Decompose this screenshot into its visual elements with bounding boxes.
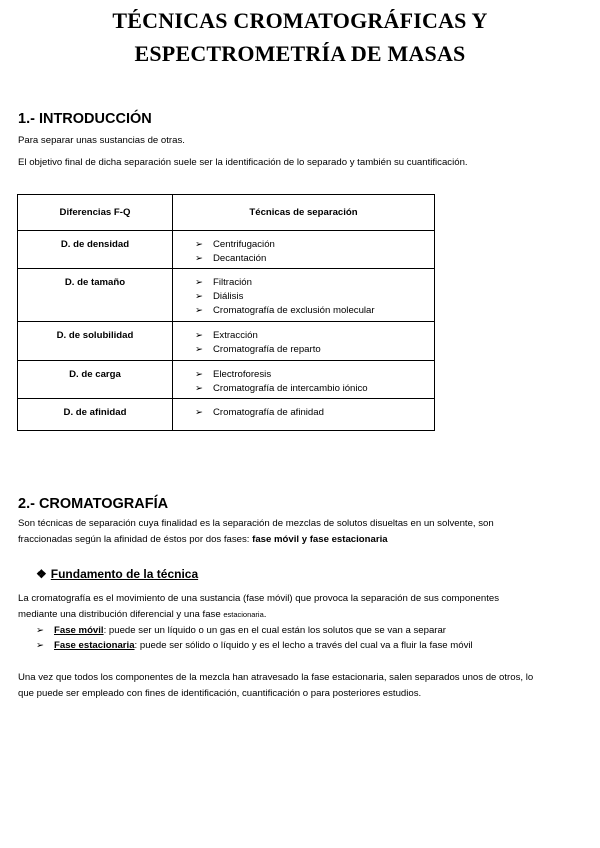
table-cell-techs (173, 361, 435, 399)
arrow-bullet-icon: ➢ (36, 640, 45, 651)
list-item: ➢ Cromatografía de afinidad (195, 407, 324, 418)
document-title-line-1: TÉCNICAS CROMATOGRÁFICAS Y (112, 8, 488, 33)
arrow-bullet-icon: ➢ (195, 369, 204, 380)
fundamento-paragraph-line-1: La cromatografía es el movimiento de una sustancia (fase móvil) que provoca la separación de sus componentes (18, 593, 500, 604)
conclusion-paragraph-line-2: que puede ser empleado con fines de identificación, cuantificación o para posteriores estudios. (18, 688, 422, 699)
diamond-bullet-icon: ❖ (36, 567, 47, 581)
intro-paragraph-1: Para separar unas sustancias de otras. (18, 135, 185, 146)
list-item: ➢ Decantación (195, 253, 267, 264)
conclusion-paragraph-line-1: Una vez que todos los componentes de la mezcla han atravesado la fase estacionaria, salen separados unos de otros, lo (18, 672, 534, 683)
table-cell-diff: D. de afinidad (18, 399, 173, 431)
arrow-bullet-icon: ➢ (36, 625, 45, 636)
list-item: ➢ Centrifugación (195, 239, 275, 250)
arrow-bullet-icon: ➢ (195, 330, 204, 341)
document-title-line-2: ESPECTROMETRÍA DE MASAS (134, 41, 466, 66)
arrow-bullet-icon: ➢ (195, 344, 204, 355)
table-cell-techs (173, 269, 435, 322)
table-row (18, 399, 435, 431)
list-item: ➢ Diálisis (195, 291, 244, 302)
table-header-row (18, 195, 435, 231)
table-cell-diff: D. de tamaño (18, 269, 173, 322)
arrow-bullet-icon: ➢ (195, 253, 204, 264)
intro-paragraph-2: El objetivo final de dicha separación suele ser la identificación de lo separado y también su cuantificación. (18, 157, 468, 168)
list-item: ➢ Cromatografía de reparto (195, 344, 321, 355)
table-row (18, 231, 435, 269)
chromatography-paragraph-line-1: Son técnicas de separación cuya finalidad es la separación de mezclas de solutos disueltas en un solvente, son (18, 518, 494, 529)
table-row (18, 361, 435, 399)
chromatography-heading: 2.- CROMATOGRAFÍA (18, 496, 169, 512)
table-cell-techs (173, 231, 435, 269)
list-item: ➢ Filtración (195, 277, 252, 288)
arrow-bullet-icon: ➢ (195, 305, 204, 316)
arrow-bullet-icon: ➢ (195, 383, 204, 394)
list-item: ➢ Cromatografía de exclusión molecular (195, 305, 375, 316)
table-cell-techs (173, 399, 435, 431)
table-header-diferencias: Diferencias F-Q (18, 195, 173, 231)
arrow-bullet-icon: ➢ (195, 239, 204, 250)
chromatography-paragraph-line-2: fraccionadas según la afinidad de éstos por dos fases: fase móvil y fase estacionaria (18, 534, 388, 545)
list-item: ➢ Electroforesis (195, 369, 272, 380)
fundamento-subheading: ❖ Fundamento de la técnica (36, 567, 199, 581)
phases-bold-text: fase móvil y fase estacionaria (252, 534, 388, 545)
arrow-bullet-icon: ➢ (195, 277, 204, 288)
list-item: ➢ Extracción (195, 330, 258, 341)
intro-heading: 1.- INTRODUCCIÓN (18, 111, 152, 127)
table-header-tecnicas: Técnicas de separación (173, 195, 435, 231)
arrow-bullet-icon: ➢ (195, 407, 204, 418)
table-cell-diff: D. de solubilidad (18, 322, 173, 361)
list-item: ➢ Fase estacionaria: puede ser sólido o líquido y es el lecho a través del cual va a fluir la fase móvil (36, 640, 473, 651)
table-cell-diff: D. de carga (18, 361, 173, 399)
list-item: ➢ Cromatografía de intercambio iónico (195, 383, 368, 394)
list-item: ➢ Fase móvil: puede ser un líquido o un gas en el cual están los solutos que se van a separar (36, 625, 446, 636)
fundamento-paragraph-line-2: mediante una distribución diferencial y una fase estacionaria. (18, 609, 267, 620)
separation-table (17, 194, 435, 431)
table-cell-techs (173, 322, 435, 361)
arrow-bullet-icon: ➢ (195, 291, 204, 302)
table-row (18, 269, 435, 322)
table-row (18, 322, 435, 361)
table-cell-diff: D. de densidad (18, 231, 173, 269)
